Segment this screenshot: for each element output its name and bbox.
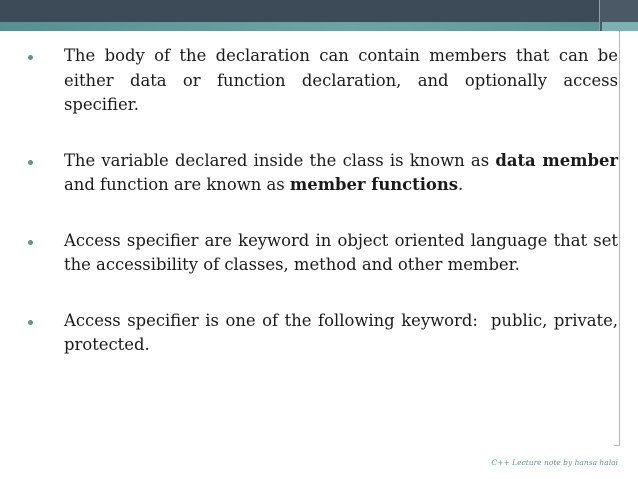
bullet-text: Access specifier is one of the following keyword: public, private, protected. [64,310,624,354]
bullet-item [28,44,618,118]
slide-corner-decoration [599,0,638,31]
bullet-dot-icon [28,160,33,165]
bullet-bold-term: member functions [289,175,459,194]
bullet-text-part: The variable declared inside the class is known as [64,150,496,170]
bullet-dot-icon [28,320,33,325]
bullet-item [28,309,624,358]
slide-header-band [0,0,638,22]
bullet-dot-icon [28,55,33,60]
slide-frame-corner [614,445,620,446]
slide-frame-line [619,31,620,445]
slide-accent-band [0,22,638,31]
bullet-bold-term: data member [495,150,619,170]
bullet-dot-icon [28,240,33,245]
bullet-text: Access specifier are keyword in object oriented language that set the accessibility of classes, method and other member. [64,230,618,274]
bullet-item [28,149,618,198]
bullet-item [28,229,618,278]
bullet-text-part: . [458,175,464,194]
bullet-text-part: and function are known as [64,175,290,194]
slide-body [28,44,624,358]
slide-footer: C++ Lecture note by hansa halai [491,458,618,467]
bullet-text: The body of the declaration can contain members that can be either data or function declaration, and optionally access specifier. [64,46,618,114]
